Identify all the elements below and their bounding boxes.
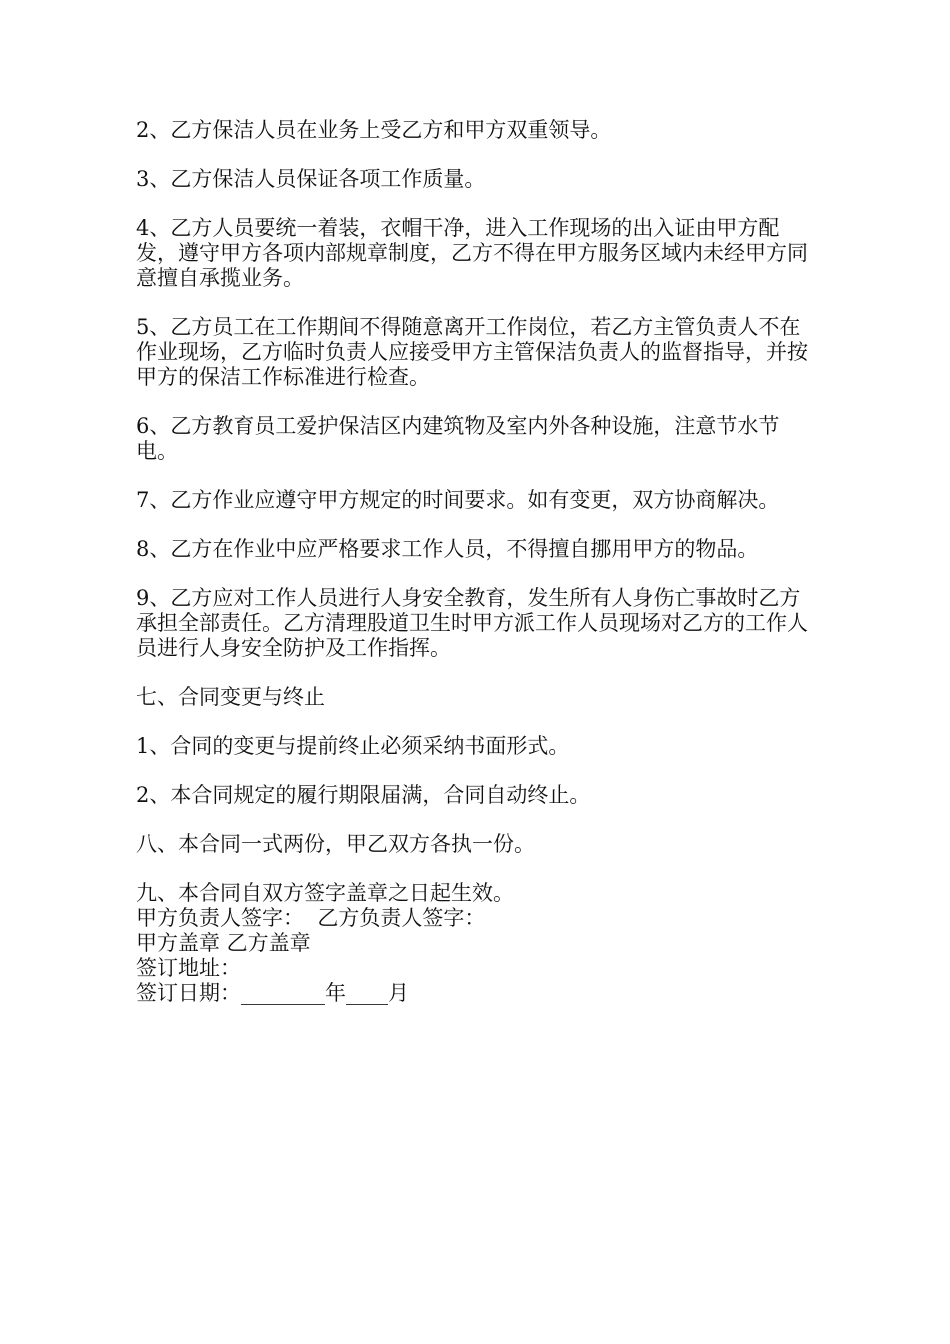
clause-6-7: 7、乙方作业应遵守甲方规定的时间要求。如有变更，双方协商解决。 — [136, 488, 780, 512]
clause-6-3: 3、乙方保洁人员保证各项工作质量。 — [136, 167, 486, 191]
clause-6-2: 2、乙方保洁人员在业务上受乙方和甲方双重领导。 — [136, 118, 612, 142]
clause-7-1: 1、合同的变更与提前终止必须采纳书面形式。 — [136, 734, 570, 758]
clause-6-6: 6、乙方教育员工爱护保洁区内建筑物及室内外各种设施，注意节水节电。 — [136, 414, 780, 463]
signing-date: 签订日期：________年____月 — [136, 981, 409, 1005]
section-9-effective: 九、本合同自双方签字盖章之日起生效。 — [136, 881, 514, 905]
signing-address: 签订地址： — [136, 956, 241, 980]
section-7-heading: 七、合同变更与终止 — [136, 685, 325, 709]
clause-6-9: 9、乙方应对工作人员进行人身安全教育，发生所有人身伤亡事故时乙方承担全部责任。乙方清理股道卫生时甲方派工作人员现场对乙方的工作人员进行人身安全防护及工作指挥。 — [136, 586, 808, 660]
contract-page — [136, 118, 816, 1006]
seal-line: 甲方盖章 乙方盖章 — [136, 931, 311, 955]
closing-block — [136, 881, 816, 1006]
clause-6-8: 8、乙方在作业中应严格要求工作人员，不得擅自挪用甲方的物品。 — [136, 537, 759, 561]
clause-6-5: 5、乙方员工在工作期间不得随意离开工作岗位，若乙方主管负责人不在作业现场，乙方临时负责人应接受甲方主管保洁负责人的监督指导，并按甲方的保洁工作标准进行检查。 — [136, 315, 808, 389]
signature-line: 甲方负责人签字： 乙方负责人签字： — [136, 906, 486, 930]
section-8: 八、本合同一式两份，甲乙双方各执一份。 — [136, 832, 535, 856]
clause-7-2: 2、本合同规定的履行期限届满，合同自动终止。 — [136, 783, 591, 807]
clause-6-4: 4、乙方人员要统一着装，衣帽干净，进入工作现场的出入证由甲方配发，遵守甲方各项内部规章制度，乙方不得在甲方服务区域内未经甲方同意擅自承揽业务。 — [136, 216, 808, 290]
